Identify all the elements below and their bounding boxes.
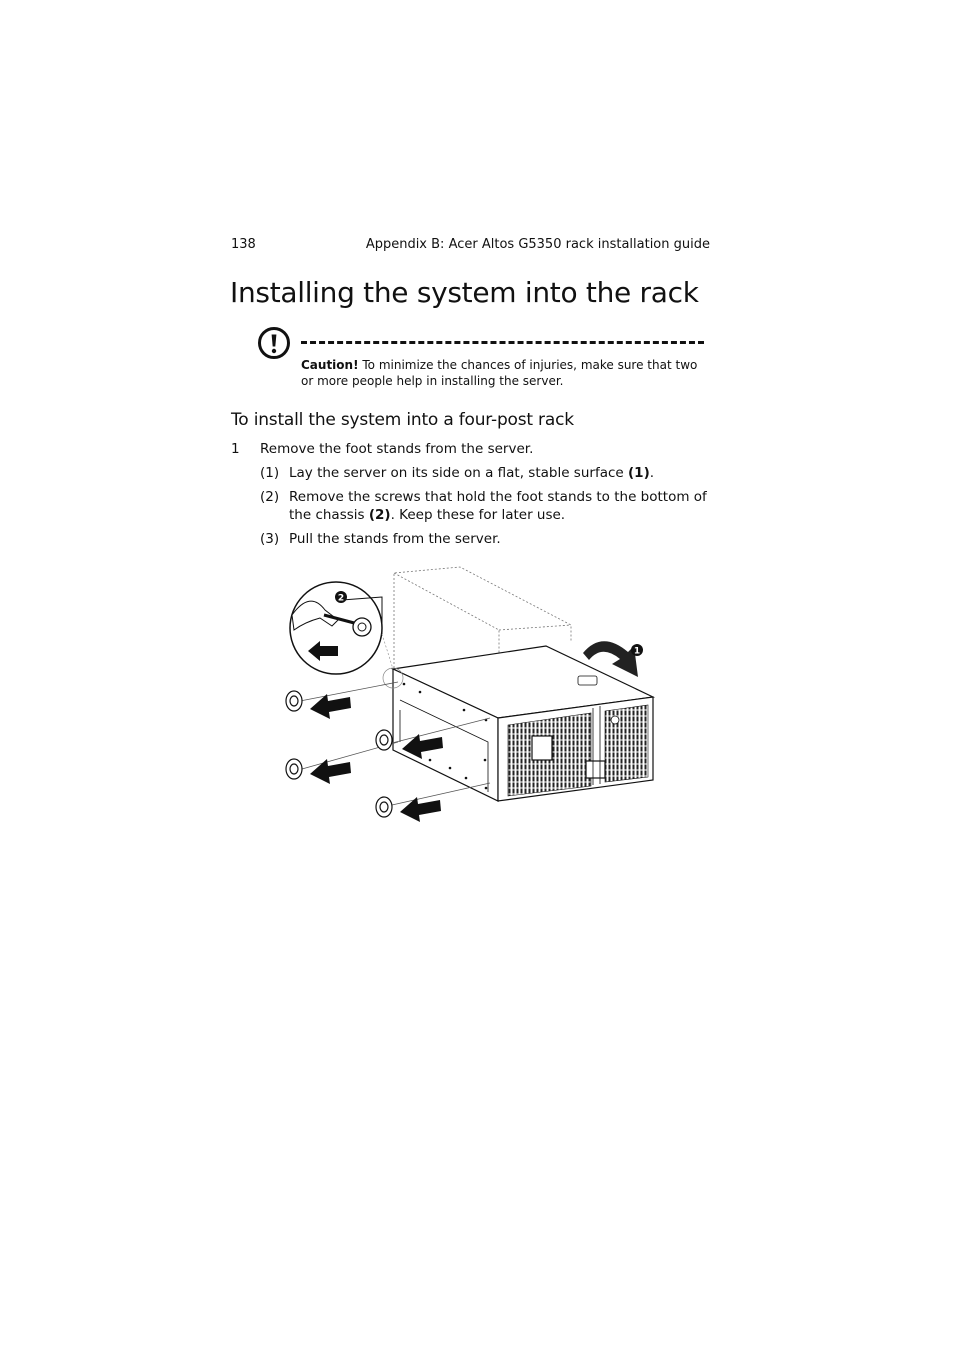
substep-number: (3) bbox=[260, 531, 280, 547]
exclamation-circle-icon bbox=[257, 326, 291, 360]
page-number: 138 bbox=[231, 237, 256, 252]
substep-reference: (2) bbox=[368, 507, 391, 523]
running-header: Appendix B: Acer Altos G5350 rack installation guide bbox=[365, 237, 710, 252]
substep-number: (2) bbox=[260, 489, 280, 505]
substep-item bbox=[260, 530, 712, 548]
substep-text-end: . Keep these for later use. bbox=[390, 507, 566, 523]
step-item bbox=[231, 440, 711, 458]
substep-number: (1) bbox=[260, 465, 280, 481]
substep-reference: (1) bbox=[628, 465, 650, 481]
server-chassis bbox=[393, 646, 653, 801]
substep-text-part: Lay the server on its side on a flat, stable surface bbox=[289, 465, 628, 481]
substep-text bbox=[289, 530, 712, 548]
foot-stand bbox=[286, 691, 302, 711]
pull-arrow-icon bbox=[400, 797, 441, 822]
step-text: Remove the foot stands from the server. bbox=[260, 441, 534, 457]
subsection-title: To install the system into a four-post rack bbox=[231, 410, 574, 430]
substep-text-end: . bbox=[649, 465, 655, 481]
foot-stand bbox=[286, 759, 302, 779]
caution-message: To minimize the chances of injuries, make sure that two or more people help in installing the server. bbox=[301, 358, 698, 388]
substep-text-part: Pull the stands from the server. bbox=[289, 531, 501, 547]
foot-stand bbox=[376, 730, 392, 750]
foot-stand-removal-illustration bbox=[280, 560, 660, 830]
substep-item bbox=[260, 464, 712, 482]
foot-stand bbox=[376, 797, 392, 817]
substep-text-part: Remove the screws that hold the foot stands to the bottom of the chassis bbox=[289, 489, 707, 523]
caution-note bbox=[301, 357, 711, 389]
caution-label: Caution! bbox=[301, 358, 359, 372]
caution-divider bbox=[301, 341, 704, 344]
substep-item bbox=[260, 488, 712, 524]
substep-text bbox=[289, 488, 712, 524]
step-number: 1 bbox=[231, 441, 240, 457]
section-title: Installing the system into the rack bbox=[230, 276, 699, 309]
screw-detail-inset bbox=[290, 582, 382, 674]
callout-2-label: 2 bbox=[337, 593, 345, 604]
callout-1-label: 1 bbox=[633, 646, 641, 657]
pull-arrow-icon bbox=[310, 759, 351, 784]
substep-text bbox=[289, 464, 712, 482]
